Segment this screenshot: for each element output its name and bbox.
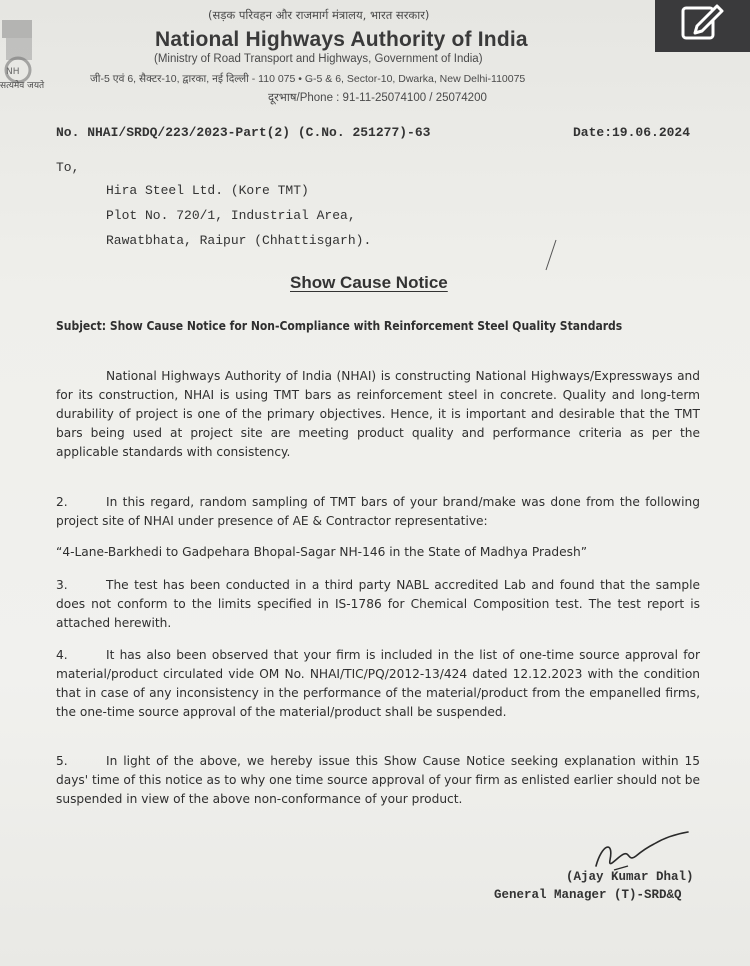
recipient-name: Hira Steel Ltd. (Kore TMT)	[106, 183, 309, 198]
notice-title: Show Cause Notice	[290, 273, 448, 292]
ministry-line: (Ministry of Road Transport and Highways, Government of India)	[154, 53, 483, 65]
edit-icon[interactable]	[679, 2, 725, 42]
pen-mark	[540, 238, 560, 274]
address-line: जी-5 एवं 6, सैक्टर-10, द्वारका, नई दिल्ली - 110 075 • G-5 & 6, Sector-10, Dwarka, New Delhi-110075	[90, 73, 526, 85]
logo-caption: सत्यमेव जयते	[0, 81, 45, 91]
paragraph-text: In this regard, random sampling of TMT bars of your brand/make was done from the following project site of NHAI under presence of AE & Contractor representative:	[56, 495, 700, 528]
paragraph-number: 4.	[56, 648, 68, 662]
paragraph-text: In light of the above, we hereby issue this Show Cause Notice seeking explanation within 15 days' time of this notice as to why one time source approval of your firm as enlisted earlier should not be suspended in view of the above non-conformance of your product.	[56, 754, 701, 806]
paragraph-text: It has also been observed that your firm is included in the list of one-time source approval for material/product circulated vide OM No. NHAI/TIC/PQ/2012-13/424 dated 12.12.2023 with the condition that in case of any inconsistency in the performance of the material/product from the empanelled firms, the one-time source approval of the material/product shall be suspended.	[56, 648, 700, 719]
phone-line: दूरभाष/Phone : 91-11-25074100 / 25074200	[268, 92, 487, 104]
paragraph-text: The test has been conducted in a third party NABL accredited Lab and found that the sample does not conform to the limits specified in IS-1786 for Chemical Composition test. The test report is attached herewith.	[56, 578, 700, 630]
hindi-ministry-line: (सड़क परिवहन और राजमार्ग मंत्रालय, भारत सरकार)	[208, 8, 430, 22]
svg-text:NH: NH	[6, 67, 20, 77]
paragraph-number: 2.	[56, 495, 68, 509]
to-label: To,	[56, 160, 80, 175]
paragraph-5	[56, 752, 700, 809]
emblem-logo	[0, 10, 42, 84]
letter-date: Date:19.06.2024	[573, 125, 691, 140]
paragraph-2	[56, 493, 700, 531]
recipient-address-line1: Plot No. 720/1, Industrial Area,	[106, 208, 356, 223]
paragraph-3	[56, 576, 700, 633]
signatory-name: (Ajay Kumar Dhal)	[566, 870, 694, 884]
organization-name: National Highways Authority of India	[155, 28, 528, 51]
edit-overlay[interactable]	[655, 0, 750, 52]
paragraph-number: 5.	[56, 754, 68, 768]
recipient-address-line2: Rawatbhata, Raipur (Chhattisgarh).	[106, 233, 372, 248]
paragraph-number: 3.	[56, 578, 68, 592]
project-name: “4-Lane-Barkhedi to Gadpehara Bhopal-Sagar NH-146 in the State of Madhya Pradesh”	[56, 545, 588, 559]
paragraph-1: National Highways Authority of India (NHAI) is constructing National Highways/Expressways and for its construction, NHAI is using TMT bars as reinforcement steel in concrete. Quality and long-term durability of project is one of the primary objectives. Hence, it is important and desirable that the TMT bars being used at project site are meeting product quality and performance criteria as per the applicable standards with consistency.	[56, 369, 700, 459]
signatory-designation: General Manager (T)-SRD&Q	[494, 888, 682, 902]
paragraph-4	[56, 646, 700, 722]
reference-number: No. NHAI/SRDQ/223/2023-Part(2) (C.No. 251277)-63	[56, 125, 431, 140]
subject-line: Subject: Show Cause Notice for Non-Compliance with Reinforcement Steel Quality Standards	[56, 319, 623, 333]
